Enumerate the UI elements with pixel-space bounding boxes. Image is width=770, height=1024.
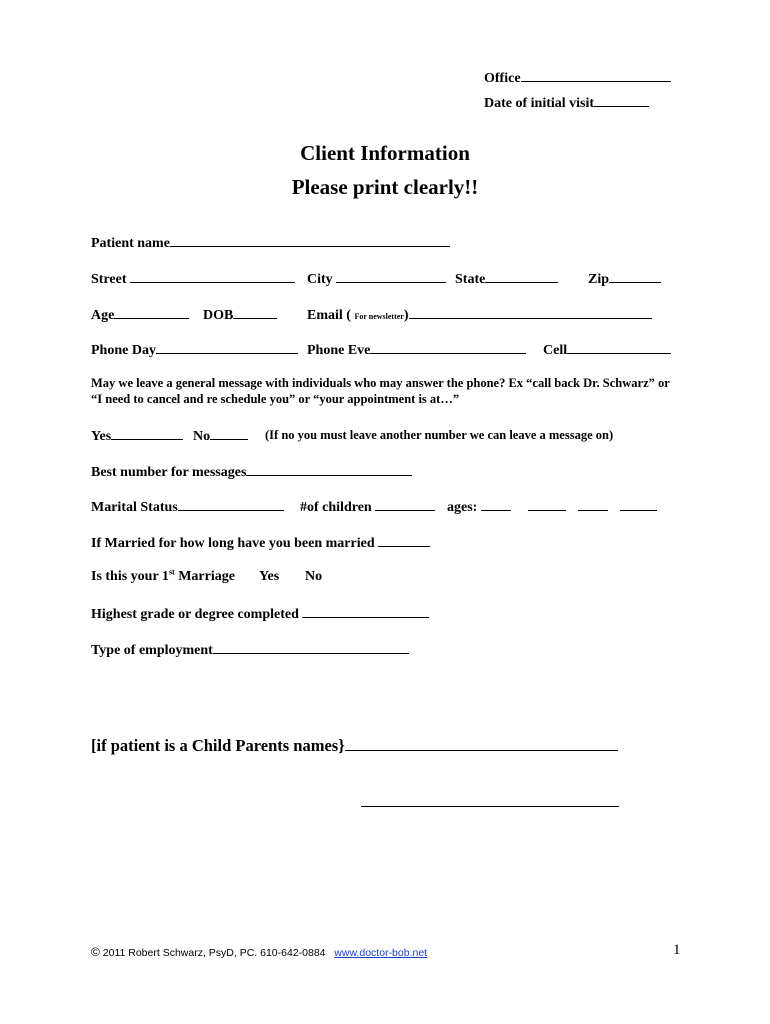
city-field <box>307 269 446 288</box>
street-label: Street <box>91 272 127 287</box>
ages-blank-4[interactable] <box>620 497 657 511</box>
child-parents-field <box>91 735 618 756</box>
first-marriage-yes[interactable]: Yes <box>259 569 280 584</box>
first-marriage-no[interactable]: No <box>305 569 323 584</box>
first-marriage-pre: Is this your 1 <box>91 569 169 584</box>
street-field <box>91 269 295 288</box>
state-field <box>455 269 558 288</box>
cell-field <box>543 340 671 359</box>
best-number-field <box>91 462 412 481</box>
children-blank[interactable] <box>375 497 435 511</box>
message-yes-label: Yes <box>91 429 112 444</box>
employment-field <box>91 640 409 659</box>
phone-day-field <box>91 340 298 359</box>
zip-field <box>588 269 661 288</box>
office-field <box>484 68 671 87</box>
website-link[interactable]: www.doctor-bob.net <box>334 947 428 959</box>
ages-field <box>447 497 511 516</box>
marital-status-label: Marital Status <box>91 500 178 515</box>
cell-blank[interactable] <box>567 340 671 354</box>
ages-blank-3-wrap <box>578 497 608 516</box>
best-number-blank[interactable] <box>246 462 412 476</box>
message-no-note: (If no you must leave another number we can leave a message on) <box>265 428 614 442</box>
zip-label: Zip <box>588 272 610 287</box>
message-yes-blank[interactable] <box>111 426 183 440</box>
highest-grade-field <box>91 604 429 623</box>
street-blank[interactable] <box>130 269 295 283</box>
cell-label: Cell <box>543 343 568 358</box>
age-blank[interactable] <box>114 305 189 319</box>
email-label: Email ( <box>307 308 351 323</box>
ages-blank-4-wrap <box>620 497 657 516</box>
dob-label: DOB <box>203 308 234 323</box>
email-close: ) <box>403 308 409 323</box>
ages-blank-2-wrap <box>528 497 566 516</box>
marital-status-field <box>91 497 284 516</box>
child-parents-label: [if patient is a Child Parents names} <box>91 736 345 755</box>
married-duration-label: If Married for how long have you been married <box>91 536 375 551</box>
dob-blank[interactable] <box>233 305 277 319</box>
ages-blank-3[interactable] <box>578 497 608 511</box>
phone-eve-field <box>307 340 526 359</box>
first-marriage-question <box>91 569 235 585</box>
children-field <box>300 497 435 516</box>
initial-visit-blank[interactable] <box>594 93 649 107</box>
zip-blank[interactable] <box>609 269 661 283</box>
footer <box>91 944 427 961</box>
page-subtitle: Please print clearly!! <box>291 175 479 199</box>
employment-blank[interactable] <box>213 640 409 654</box>
email-field <box>307 305 652 325</box>
message-question: May we leave a general message with individuals who may answer the phone? Ex “call back Dr. Schwarz” or “I need to cancel and re schedule you” or “your appointment is at…” <box>91 376 670 406</box>
phone-eve-blank[interactable] <box>370 340 526 354</box>
patient-name-label: Patient name <box>91 236 170 251</box>
marital-status-blank[interactable] <box>178 497 284 511</box>
child-parents-blank-1[interactable] <box>345 735 618 751</box>
phone-eve-label: Phone Eve <box>307 343 371 358</box>
married-duration-field <box>91 533 430 552</box>
phone-day-blank[interactable] <box>156 340 298 354</box>
ages-label: ages: <box>447 500 478 515</box>
highest-grade-blank[interactable] <box>302 604 429 618</box>
state-blank[interactable] <box>485 269 558 283</box>
message-no-field <box>193 426 248 445</box>
city-label: City <box>307 272 333 287</box>
age-label: Age <box>91 308 115 323</box>
highest-grade-label: Highest grade or degree completed <box>91 607 299 622</box>
employment-label: Type of employment <box>91 643 213 658</box>
copyright-symbol: © <box>91 945 100 959</box>
patient-name-field <box>91 233 450 252</box>
email-note: For newsletter <box>354 312 404 321</box>
ages-blank-2[interactable] <box>528 497 566 511</box>
office-label: Office <box>484 71 521 86</box>
ages-blank-1[interactable] <box>481 497 511 511</box>
married-duration-blank[interactable] <box>378 533 430 547</box>
office-blank[interactable] <box>521 68 671 82</box>
child-parents-blank-2[interactable] <box>361 806 619 807</box>
dob-field <box>203 305 277 324</box>
copyright-text: 2011 Robert Schwarz, PsyD, PC. 610-642-0884 <box>102 947 326 959</box>
message-yes-field <box>91 426 183 445</box>
initial-visit-field <box>484 93 649 112</box>
email-blank[interactable] <box>409 305 652 319</box>
age-field <box>91 305 189 324</box>
message-no-label: No <box>193 429 211 444</box>
initial-visit-label: Date of initial visit <box>484 96 595 111</box>
phone-day-label: Phone Day <box>91 343 156 358</box>
first-marriage-post: Marriage <box>174 569 235 584</box>
page-title: Client Information <box>300 141 470 165</box>
first-marriage-sup: st <box>168 567 175 577</box>
city-blank[interactable] <box>336 269 446 283</box>
patient-name-blank[interactable] <box>170 233 450 247</box>
message-no-blank[interactable] <box>210 426 248 440</box>
state-label: State <box>455 272 486 287</box>
best-number-label: Best number for messages <box>91 465 247 480</box>
page-number: 1 <box>673 942 681 958</box>
children-label: #of children <box>300 500 372 515</box>
